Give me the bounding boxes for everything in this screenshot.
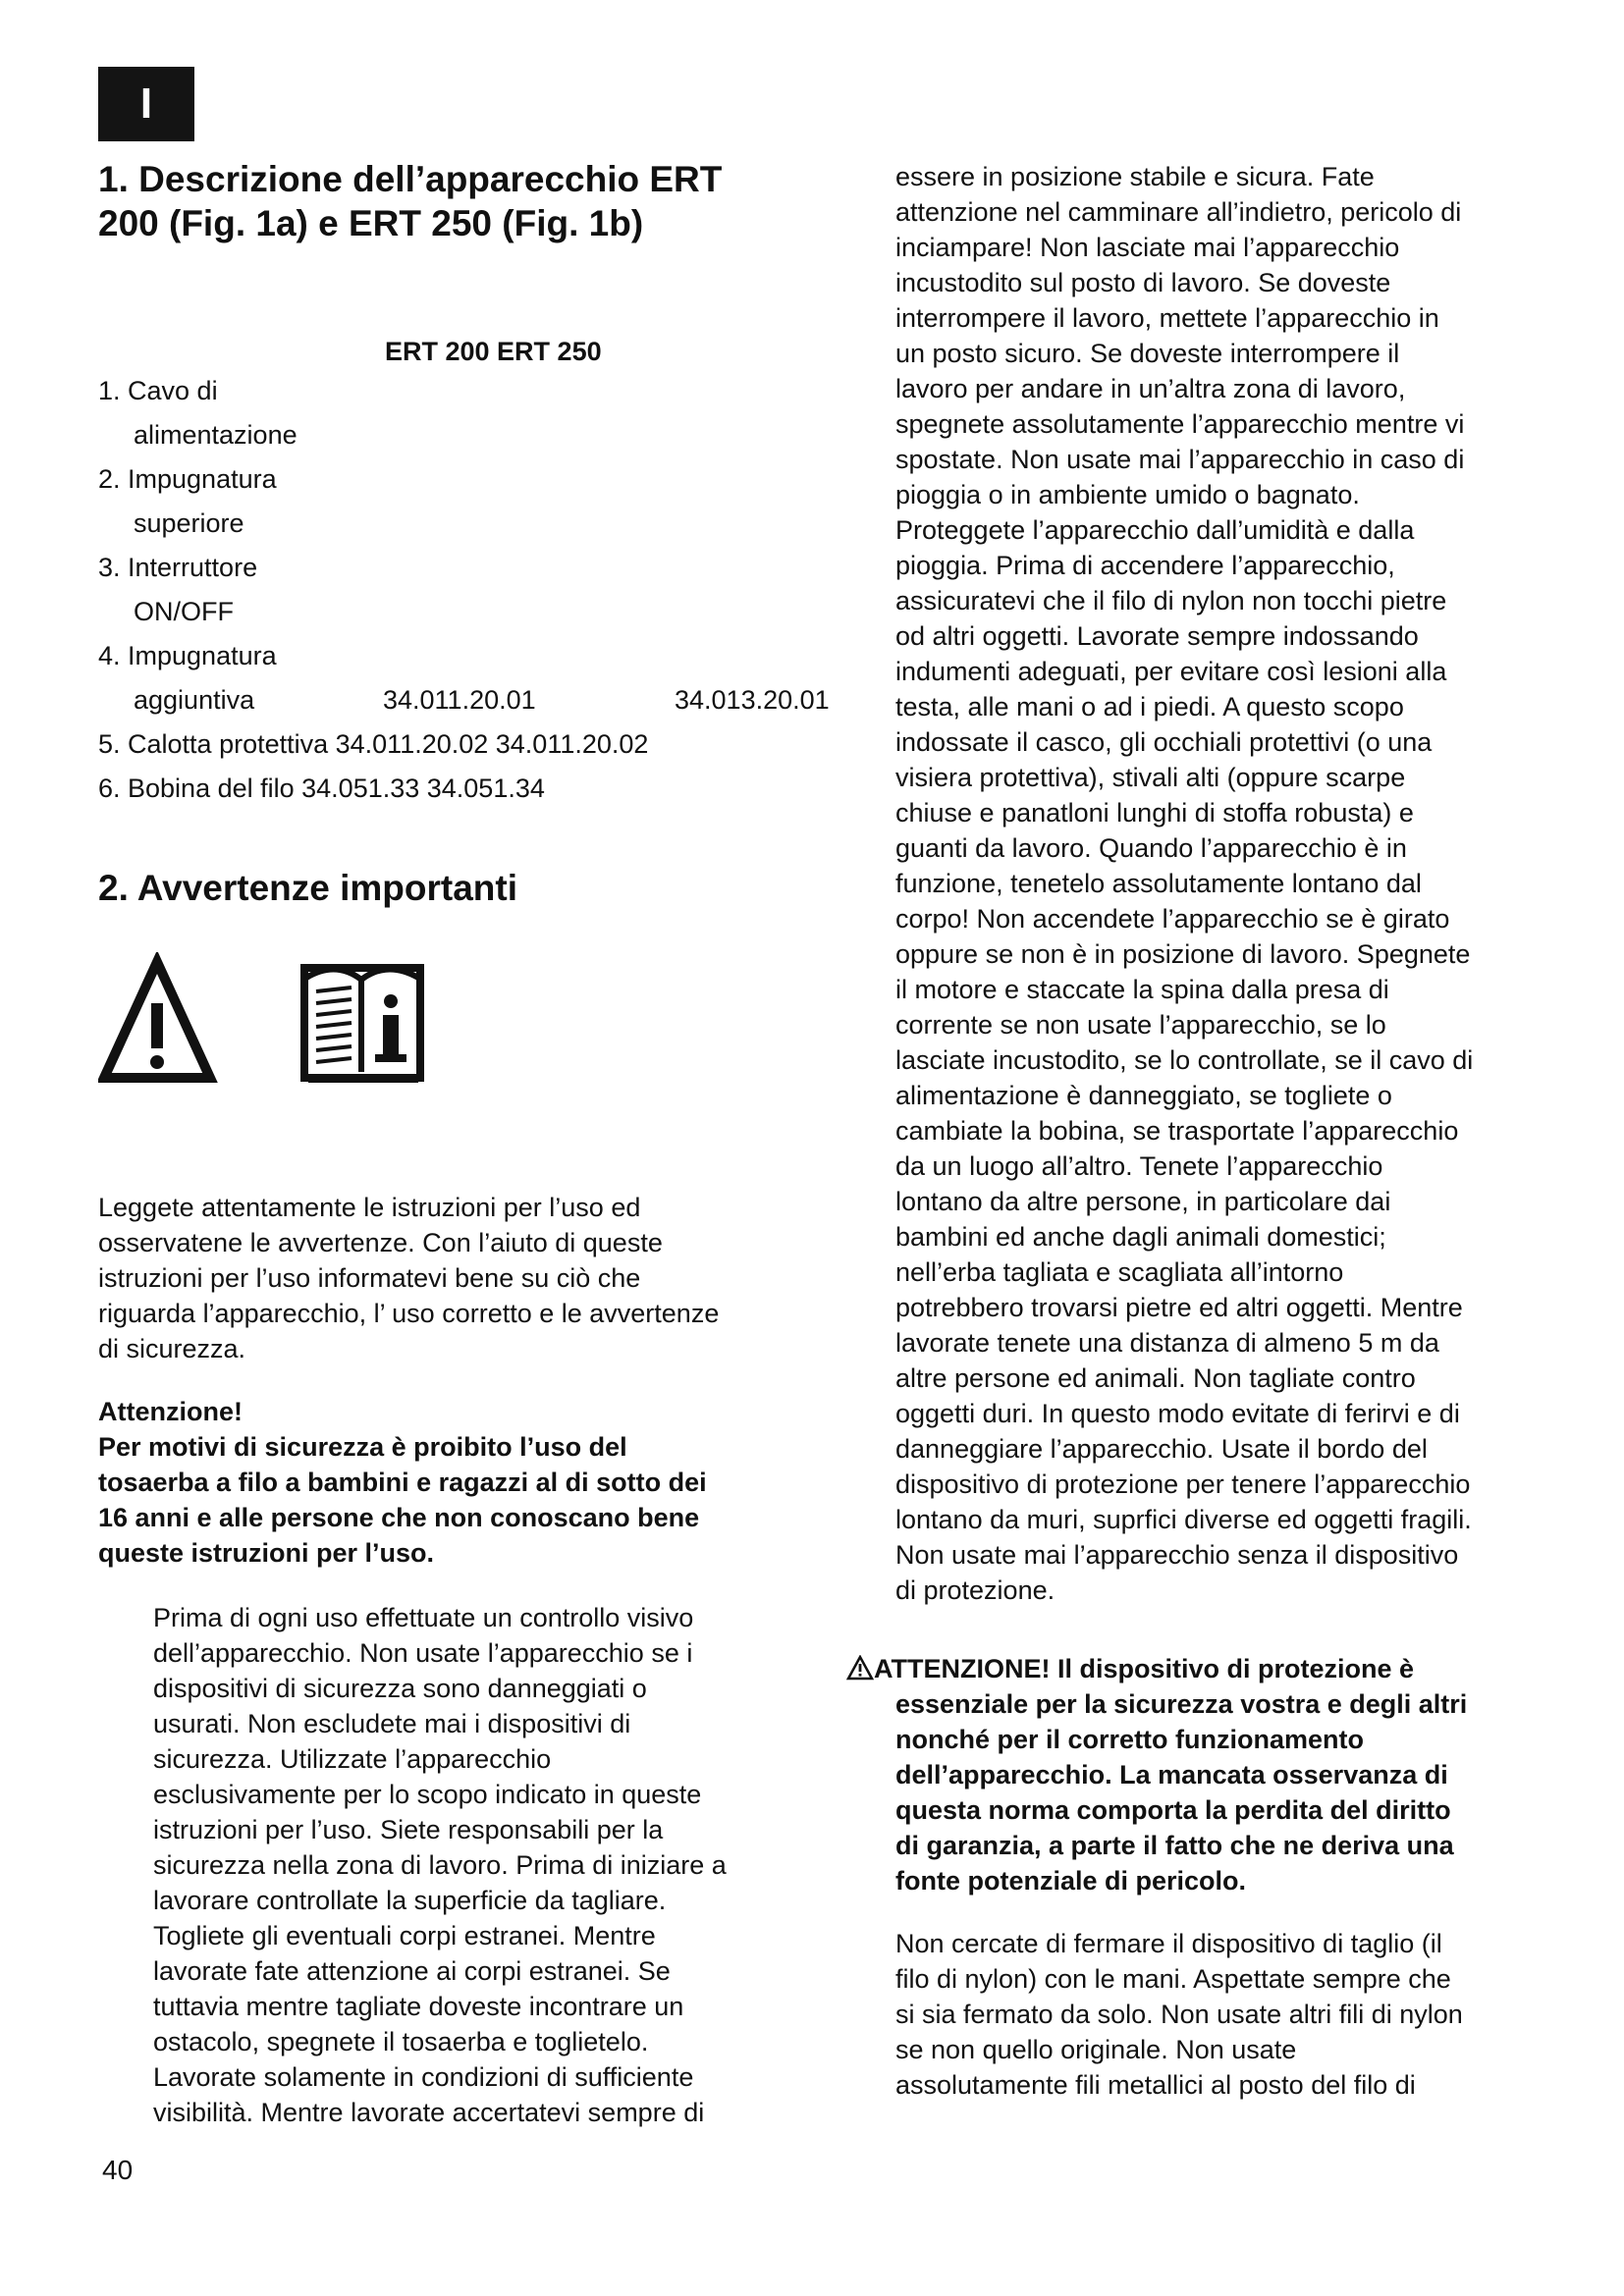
text-line: altre persone ed animali. Non tagliate contro [895,1363,1416,1393]
section2-title: 2. Avvertenze importanti [98,868,517,908]
text-line: sicurezza nella zona di lavoro. Prima di iniziare a [153,1850,727,1880]
text-line: Non usate mai l’apparecchio senza il dispositivo [895,1540,1459,1570]
table-row [98,767,844,811]
row-label: 4. Impugnatura [98,641,277,670]
text-line: assolutamente fili metallici al posto del filo di [895,2070,1416,2100]
warning-first-text: ATTENZIONE! Il dispositivo di protezione è [874,1654,1415,1683]
text-line: Lavorate solamente in condizioni di sufficiente [153,2062,694,2092]
text-line: lavorate fate attenzione ai corpi estranei. Se [153,1956,671,1986]
text-line: lontano da muri, suprfici diverse ed oggetti fragili. [895,1505,1472,1534]
text-line: lontano da altre persone, in particolare dai [895,1187,1391,1216]
row-label-cont: alimentazione [134,420,298,450]
text-line: questa norma comporta la perdita del diritto [895,1795,1451,1825]
text-line: essenziale per la sicurezza vostra e degli altri [895,1689,1468,1719]
text-line: cambiate la bobina, se trasportate l’apparecchio [895,1116,1459,1146]
text-line: lasciate incustodito, se lo controllate, se il cavo di [895,1045,1474,1075]
table-row [98,634,844,722]
row-label: 5. Calotta protettiva 34.011.20.02 34.011.20.02 [98,729,649,759]
text-line: Leggete attentamente le istruzioni per l’uso ed [98,1193,641,1222]
text-line: spostate. Non usate mai l’apparecchio in caso di [895,445,1465,474]
text-line: un posto sicuro. Se doveste interrompere il [895,339,1400,368]
text-line: se non quello originale. Non usate [895,2035,1297,2064]
warning-small-icon [846,1655,874,1681]
warning-continuation [846,1686,1534,1898]
text-line: fonte potenziale di pericolo. [895,1866,1247,1896]
attention-block [98,1394,707,1571]
text-line: lavoro per andare in un’altra zona di lavoro, [895,374,1406,403]
text-line: oggetti duri. In questo modo evitate di ferirvi e di [895,1399,1460,1428]
table-row [98,457,844,546]
text-line: incustodito sul posto di lavoro. Se doveste [895,268,1391,297]
text-line: filo di nylon) con le mani. Aspettate sempre che [895,1964,1451,1994]
text-line: testa, alle mani o ad i piedi. A questo scopo [895,692,1404,721]
text-line: alimentazione è danneggiato, se togliete o [895,1081,1392,1110]
text-line: guanti da lavoro. Quando l’apparecchio è in [895,833,1407,863]
warning-triangle-icon [104,962,210,1078]
text-line: ostacolo, spegnete il tosaerba e toglietelo. [153,2027,649,2056]
text-line: potrebbero trovarsi pietre ed altri oggetti. Mentre [895,1293,1463,1322]
table-row [98,546,844,634]
warning-block [846,1651,1534,1898]
text-line: si sia fermato da solo. Non usate altri fili di nylon [895,2000,1463,2029]
intro-paragraph [98,1190,719,1366]
text-line: usurati. Non escludete mai i dispositivi di [153,1709,631,1738]
text-line: nell’erba tagliata e scagliata all’intorno [895,1257,1344,1287]
text-line: bambini ed anche dagli animali domestici; [895,1222,1386,1252]
text-line: interrompere il lavoro, mettete l’apparecchio in [895,303,1439,333]
text-line: osservatene le avvertenze. Con l’aiuto di queste [98,1228,663,1257]
text-line: lavorate tenete una distanza di almeno 5 m da [895,1328,1439,1358]
right-column [874,159,1534,2100]
row-label: 1. Cavo di [98,376,218,405]
text-line: da un luogo all’altro. Tenete l’apparecchio [895,1151,1383,1181]
row-label: 6. Bobina del filo 34.051.33 34.051.34 [98,774,545,803]
section2-title-wrap [98,866,517,910]
text-line: di sicurezza. [98,1334,246,1363]
text-line: dispositivi di sicurezza sono danneggiati o [153,1674,647,1703]
text-line: visibilità. Mentre lavorate accertatevi sempre di [153,2098,705,2127]
indented-paragraph [153,1600,791,2130]
text-line: assicuratevi che il filo di nylon non tocchi pietre [895,586,1447,615]
row-value-ert250: 34.013.20.01 [675,685,830,715]
page-number: 40 [102,2155,134,2185]
text-line: inciampare! Non lasciate mai l’apparecchio [895,233,1400,262]
text-line: nonché per il corretto funzionamento [895,1725,1365,1754]
text-line: corpo! Non accendete l’apparecchio se è girato [895,904,1450,934]
attention-label: Attenzione! [98,1397,243,1426]
text-line: queste istruzioni per l’uso. [98,1538,435,1568]
text-line: oppure se non è in posizione di lavoro. Spegnete [895,939,1471,969]
text-line: Non cercate di fermare il dispositivo di taglio (il [895,1929,1442,1958]
text-line: lavorare controllate la superficie da tagliare. [153,1886,667,1915]
text-line: spegnete assolutamente l’apparecchio mentre vi [895,409,1465,439]
text-line: istruzioni per l’uso. Siete responsabili per la [153,1815,664,1844]
table-row [98,369,844,457]
language-tab: I [98,67,194,141]
row-label-cont: aggiuntiva [134,685,255,715]
text-line: Togliete gli eventuali corpi estranei. Mentre [153,1921,656,1950]
manual-info-icon [304,968,420,1080]
text-line: dispositivo di protezione per tenere l’apparecchio [895,1469,1471,1499]
text-line: Prima di ogni uso effettuate un controllo visivo [153,1603,694,1632]
text-line: chiuse e panatloni lunghi di stoffa robusta) e [895,798,1414,828]
section1-title-line1: 1. Descrizione dell’apparecchio ERT [98,159,723,199]
text-line: indossate il casco, gli occhiali protettivi (o una [895,727,1433,757]
text-line: corrente se non usate l’apparecchio, se lo [895,1010,1386,1040]
warning-first-line [846,1651,1534,1686]
row-label: 2. Impugnatura [98,464,277,494]
row-label: 3. Interruttore [98,553,258,582]
right-paragraph-1 [895,159,1534,1608]
text-line: dell’apparecchio. La mancata osservanza di [895,1760,1448,1789]
text-line: visiera protettiva), stivali alti (oppure scarpe [895,763,1406,792]
text-line: pioggia o in ambiente umido o bagnato. [895,480,1360,509]
text-line: di protezione. [895,1575,1056,1605]
text-line: istruzioni per l’uso informatevi bene su ciò che [98,1263,641,1293]
text-line: il motore e staccate la spina dalla presa di [895,975,1389,1004]
right-paragraph-2 [895,1926,1463,2103]
text-line: di garanzia, a parte il fatto che ne deriva una [895,1831,1454,1860]
text-line: riguarda l’apparecchio, l’ uso corretto e le avvertenze [98,1299,720,1328]
text-line: 16 anni e alle persone che non conoscano bene [98,1503,700,1532]
text-line: funzione, tenetelo assolutamente lontano dal [895,869,1422,898]
text-line: attenzione nel camminare all’indietro, pericolo di [895,197,1462,227]
text-line: dell’apparecchio. Non usate l’apparecchio se i [153,1638,693,1668]
text-line: danneggiare l’apparecchio. Usate il bordo del [895,1434,1428,1464]
safety-icons-svg [98,952,471,1090]
text-line: sicurezza. Utilizzate l’apparecchio [153,1744,552,1774]
text-line: tosaerba a filo a bambini e ragazzi al di sotto dei [98,1468,707,1497]
row-label-cont: ON/OFF [134,597,234,626]
safety-icons [98,952,471,1090]
section1-title-line2: 200 (Fig. 1a) e ERT 250 (Fig. 1b) [98,203,644,243]
parts-table [98,330,844,811]
text-line: essere in posizione stabile e sicura. Fate [895,162,1375,191]
row-label-cont: superiore [134,508,244,538]
text-line: Per motivi di sicurezza è proibito l’uso del [98,1432,627,1462]
row-value-ert200: 34.011.20.01 [383,685,536,715]
section1-title [98,157,722,245]
table-row [98,722,844,767]
text-line: pioggia. Prima di accendere l’apparecchio, [895,551,1395,580]
text-line: Proteggete l’apparecchio dall’umidità e dalla [895,515,1415,545]
parts-table-header [98,330,844,369]
parts-header-models: ERT 200 ERT 250 [385,337,602,366]
text-line: od altri oggetti. Lavorate sempre indossando [895,621,1419,651]
text-line: indumenti adeguati, per evitare così lesioni alla [895,657,1447,686]
text-line: tuttavia mentre tagliate doveste incontrare un [153,1992,684,2021]
text-line: esclusivamente per lo scopo indicato in queste [153,1780,702,1809]
